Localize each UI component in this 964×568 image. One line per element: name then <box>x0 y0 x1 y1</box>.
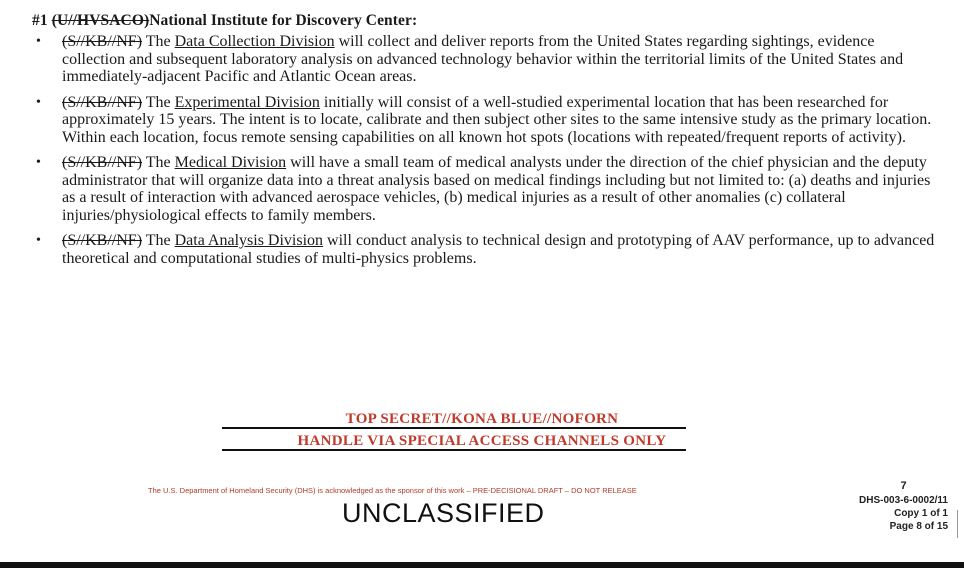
margin-line <box>957 510 958 538</box>
section-number: #1 <box>32 12 48 29</box>
bullet-text: will collect and deliver reports from the United States regarding sightings, evidence collection and subsequent laboratory analysis on advanced technology behavior within the territorial limits of the United States and immediately-adjacent Pacific and Atlantic Ocean areas. <box>62 33 904 85</box>
classification-banner: TOP SECRET//KONA BLUE//NOFORN <box>345 411 619 427</box>
sponsor-note: The U.S. Department of Homeland Security (DHS) is acknowledged as the sponsor of this work – PRE-DECISIONAL DRAFT – DO NOT RELEASE <box>148 486 637 495</box>
bullet-lead: The <box>142 93 175 111</box>
division-name: Experimental Division <box>174 93 320 111</box>
list-item <box>34 94 939 147</box>
copy-info: Copy 1 of 1 <box>894 508 948 519</box>
unclassified-label: UNCLASSIFIED <box>342 498 545 528</box>
section-title: National Institute for Discovery Center: <box>149 12 418 29</box>
bullet-lead: The <box>142 33 175 50</box>
page-info: Page 8 of 15 <box>889 521 948 532</box>
division-name: Medical Division <box>174 154 287 171</box>
strike-rule <box>222 427 686 429</box>
division-name: Data Collection Division <box>174 33 335 50</box>
bullet-icon: • <box>36 94 41 110</box>
bullet-text: will conduct analysis to technical design and prototyping of AAV performance, up to advanced theoretical and computational studies of multi-physics problems. <box>62 232 935 267</box>
page-number: 7 <box>900 480 907 492</box>
division-list <box>34 33 939 275</box>
division-name: Data Analysis Division <box>174 232 324 249</box>
handling-banner: HANDLE VIA SPECIAL ACCESS CHANNELS ONLY <box>297 433 667 449</box>
bottom-border <box>0 562 964 568</box>
struck-marking: (U//HVSACO) <box>51 12 150 29</box>
struck-marking: (S//KB//NF) <box>62 154 143 171</box>
section-heading <box>32 12 417 30</box>
document-info <box>859 480 948 533</box>
list-item <box>34 33 939 86</box>
struck-marking: (S//KB//NF) <box>62 232 143 249</box>
list-item <box>34 154 939 224</box>
list-item <box>34 232 939 267</box>
struck-marking: (S//KB//NF) <box>62 33 143 50</box>
bullet-icon: • <box>36 34 41 49</box>
bullet-text: will have a small team of medical analysts under the direction of the chief physician and the deputy administrator that will organize data into a threat analysis based on medical findings including but not limited to: (a) deaths and injuries as a result of interaction with advanced aerospace vehicles, (b) medical injuries as a result of other anomalies (c) collateral injuries/physiological effects to family members. <box>62 154 931 224</box>
bullet-text: initially will consist of a well-studied experimental location that has been researched for approximately 15 years. The intent is to locate, calibrate and then subject other sites to the same intensive study as the primary location. Within each location, focus remote sensing capabilities on all known hot spots (locations with repeated/frequent reports of activity). <box>62 93 932 146</box>
bullet-lead: The <box>142 154 175 171</box>
bullet-icon: • <box>36 155 41 170</box>
bullet-lead: The <box>142 232 175 249</box>
strike-rule <box>222 449 686 451</box>
bullet-icon: • <box>36 233 41 248</box>
struck-marking: (S//KB//NF) <box>62 93 143 111</box>
doc-id: DHS-003-6-0002/11 <box>859 495 948 506</box>
